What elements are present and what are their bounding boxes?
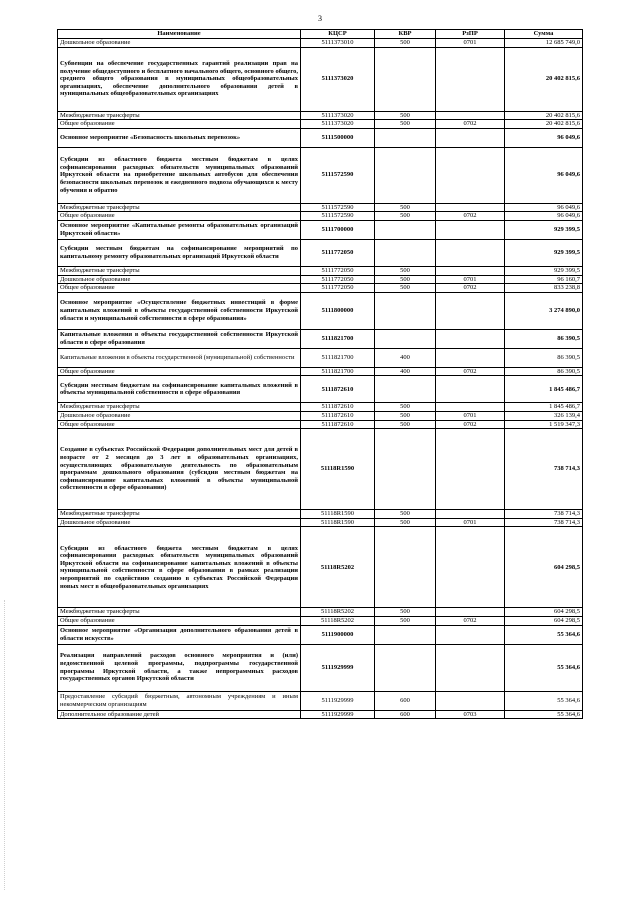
header-code: КЦСР [301, 30, 375, 39]
row-sum-cell: 20 402 815,6 [505, 120, 583, 129]
table-row [58, 266, 583, 275]
row-code-cell: 51118R1590 [301, 429, 375, 510]
table-row [58, 616, 583, 625]
row-name-cell: Основное мероприятие «Организация дополнительного образования детей в области искусств» [58, 625, 301, 644]
row-code-cell: 5111373020 [301, 111, 375, 120]
row-rzpr-cell: 0702 [436, 212, 505, 221]
row-code-cell: 5111572590 [301, 212, 375, 221]
row-sum-cell: 20 402 815,6 [505, 111, 583, 120]
row-name-cell: Субсидии местным бюджетам на софинансирование капитальных вложений в объекты муниципальной собственности в сфере образования [58, 376, 301, 403]
row-sum-cell: 86 390,5 [505, 329, 583, 348]
row-code-cell: 5111900000 [301, 625, 375, 644]
row-rzpr-cell [436, 266, 505, 275]
row-sum-cell: 86 390,5 [505, 348, 583, 367]
row-name-cell: Основное мероприятие «Капитальные ремонты образовательных организаций Иркутской области» [58, 220, 301, 239]
budget-table [57, 29, 583, 719]
row-code-cell: 5111821700 [301, 348, 375, 367]
row-code-cell: 5111821700 [301, 367, 375, 376]
row-kvr-cell: 500 [375, 608, 436, 617]
row-rzpr-cell: 0701 [436, 518, 505, 527]
table-row [58, 348, 583, 367]
row-kvr-cell [375, 376, 436, 403]
row-name-cell: Дополнительное образование детей [58, 710, 301, 719]
row-rzpr-cell [436, 644, 505, 691]
row-sum-cell: 1 845 486,7 [505, 403, 583, 412]
row-rzpr-cell [436, 403, 505, 412]
row-code-cell: 5111572590 [301, 203, 375, 212]
row-name-cell: Общее образование [58, 420, 301, 429]
table-row [58, 518, 583, 527]
row-name-cell: Субсидии местным бюджетам на софинансирование мероприятий по капитальному ремонту образовательных организаций Иркутской области [58, 239, 301, 266]
table-row [58, 128, 583, 147]
row-code-cell: 51118R5202 [301, 527, 375, 608]
table-row [58, 203, 583, 212]
row-name-cell: Предоставление субсидий бюджетным, автономным учреждениям и иным некоммерческим организациям [58, 691, 301, 710]
table-row [58, 625, 583, 644]
row-kvr-cell: 500 [375, 39, 436, 48]
row-name-cell: Создание в субъектах Российской Федерации дополнительных мест для детей в возрасте от 2 месяцев до 3 лет в образовательных организациях, осуществляющих образовательную деятельность по образовательным программам дошкольного образования (субсидии местным бюджетам на софинансирование капитальных вложений в объекты муниципальной собственности в сфере образования) [58, 429, 301, 510]
table-row [58, 691, 583, 710]
row-name-cell: Межбюджетные трансферты [58, 111, 301, 120]
table-row [58, 147, 583, 203]
row-sum-cell: 96 049,6 [505, 203, 583, 212]
row-rzpr-cell [436, 625, 505, 644]
table-row [58, 111, 583, 120]
row-kvr-cell: 500 [375, 518, 436, 527]
row-sum-cell: 929 399,5 [505, 220, 583, 239]
row-kvr-cell: 600 [375, 691, 436, 710]
row-rzpr-cell: 0701 [436, 275, 505, 284]
row-sum-cell: 604 298,5 [505, 608, 583, 617]
row-rzpr-cell: 0701 [436, 411, 505, 420]
table-row [58, 710, 583, 719]
row-kvr-cell: 500 [375, 616, 436, 625]
header-name: Наименование [58, 30, 301, 39]
row-rzpr-cell [436, 147, 505, 203]
row-kvr-cell [375, 147, 436, 203]
row-rzpr-cell [436, 691, 505, 710]
row-kvr-cell [375, 625, 436, 644]
row-kvr-cell: 500 [375, 266, 436, 275]
row-kvr-cell [375, 128, 436, 147]
row-rzpr-cell [436, 376, 505, 403]
row-name-cell: Общее образование [58, 616, 301, 625]
row-kvr-cell: 500 [375, 411, 436, 420]
table-row [58, 376, 583, 403]
row-sum-cell: 96 049,6 [505, 147, 583, 203]
table-row [58, 403, 583, 412]
row-rzpr-cell: 0701 [436, 39, 505, 48]
row-name-cell: Общее образование [58, 120, 301, 129]
row-rzpr-cell [436, 329, 505, 348]
row-rzpr-cell [436, 239, 505, 266]
row-rzpr-cell [436, 527, 505, 608]
row-code-cell: 5111872610 [301, 403, 375, 412]
row-kvr-cell: 500 [375, 120, 436, 129]
row-name-cell: Межбюджетные трансферты [58, 608, 301, 617]
row-rzpr-cell [436, 203, 505, 212]
row-code-cell: 5111772050 [301, 239, 375, 266]
row-kvr-cell: 400 [375, 348, 436, 367]
row-kvr-cell [375, 47, 436, 111]
row-sum-cell: 929 399,5 [505, 266, 583, 275]
row-name-cell: Реализация направлений расходов основного мероприятия и (или) ведомственной целевой программы, подпрограммы государственной программы Иркутской области, а также непрограммных расходов государственных органов Иркутской области [58, 644, 301, 691]
row-name-cell: Основное мероприятие «Безопасность школьных перевозок» [58, 128, 301, 147]
row-rzpr-cell: 0702 [436, 367, 505, 376]
row-sum-cell: 604 298,5 [505, 527, 583, 608]
row-sum-cell: 738 714,3 [505, 518, 583, 527]
row-kvr-cell [375, 220, 436, 239]
row-sum-cell: 55 364,6 [505, 625, 583, 644]
table-row [58, 329, 583, 348]
table-row [58, 429, 583, 510]
row-code-cell: 5111929999 [301, 691, 375, 710]
row-code-cell: 51118R1590 [301, 518, 375, 527]
row-kvr-cell: 600 [375, 710, 436, 719]
row-kvr-cell [375, 429, 436, 510]
table-row [58, 510, 583, 519]
row-sum-cell: 929 399,5 [505, 239, 583, 266]
table-row [58, 275, 583, 284]
row-name-cell: Субсидии из областного бюджета местным бюджетам в целях софинансирования расходных обязательств муниципальных образований Иркутской области на приобретение школьных автобусов для обеспечения безопасности школьных перевозок и ежедневного подвоза обучающихся к месту обучения и обратно [58, 147, 301, 203]
row-name-cell: Капитальные вложения в объекты государственной собственности Иркутской области в сфере образования [58, 329, 301, 348]
row-code-cell: 5111700000 [301, 220, 375, 239]
row-code-cell: 5111772050 [301, 284, 375, 293]
table-header-row [58, 30, 583, 39]
table-row [58, 411, 583, 420]
row-code-cell: 5111373010 [301, 39, 375, 48]
table-row [58, 644, 583, 691]
row-rzpr-cell [436, 292, 505, 329]
row-name-cell: Субвенции на обеспечение государственных гарантий реализации прав на получение общедоступного и бесплатного начального общего, основного общего, среднего общего образования в муниципальных общеобразовательных организациях, обеспечение дополнительного образования детей в муниципальных общеобразовательных организациях [58, 47, 301, 111]
row-kvr-cell: 500 [375, 212, 436, 221]
row-code-cell: 5111800000 [301, 292, 375, 329]
row-rzpr-cell [436, 608, 505, 617]
row-name-cell: Общее образование [58, 212, 301, 221]
row-name-cell: Межбюджетные трансферты [58, 266, 301, 275]
row-sum-cell: 326 139,4 [505, 411, 583, 420]
row-kvr-cell [375, 644, 436, 691]
table-row [58, 239, 583, 266]
row-rzpr-cell: 0702 [436, 616, 505, 625]
row-name-cell: Дошкольное образование [58, 411, 301, 420]
row-rzpr-cell: 0702 [436, 120, 505, 129]
row-code-cell: 5111500000 [301, 128, 375, 147]
row-name-cell: Дошкольное образование [58, 275, 301, 284]
row-code-cell: 5111373020 [301, 47, 375, 111]
header-sum: Сумма [505, 30, 583, 39]
table-row [58, 527, 583, 608]
row-name-cell: Капитальные вложения в объекты государственной (муниципальной) собственности [58, 348, 301, 367]
row-rzpr-cell [436, 111, 505, 120]
row-name-cell: Межбюджетные трансферты [58, 403, 301, 412]
header-rzpr: РзПР [436, 30, 505, 39]
row-rzpr-cell [436, 47, 505, 111]
row-sum-cell: 1 519 347,3 [505, 420, 583, 429]
table-row [58, 220, 583, 239]
row-sum-cell: 96 160,7 [505, 275, 583, 284]
row-sum-cell: 96 049,6 [505, 128, 583, 147]
row-sum-cell: 96 049,6 [505, 212, 583, 221]
row-rzpr-cell [436, 510, 505, 519]
table-row [58, 47, 583, 111]
row-sum-cell: 604 298,5 [505, 616, 583, 625]
table-row [58, 284, 583, 293]
row-sum-cell: 833 238,8 [505, 284, 583, 293]
table-row [58, 367, 583, 376]
row-name-cell: Межбюджетные трансферты [58, 510, 301, 519]
row-sum-cell: 55 364,6 [505, 691, 583, 710]
table-row [58, 608, 583, 617]
row-rzpr-cell: 0703 [436, 710, 505, 719]
row-rzpr-cell: 0702 [436, 284, 505, 293]
table-row [58, 212, 583, 221]
table-row [58, 292, 583, 329]
row-kvr-cell: 500 [375, 203, 436, 212]
row-kvr-cell: 500 [375, 284, 436, 293]
row-kvr-cell: 500 [375, 275, 436, 284]
scan-margin-marks [4, 600, 9, 890]
row-rzpr-cell [436, 220, 505, 239]
row-sum-cell: 86 390,5 [505, 367, 583, 376]
row-kvr-cell: 500 [375, 111, 436, 120]
table-row [58, 39, 583, 48]
row-sum-cell: 55 364,6 [505, 710, 583, 719]
row-sum-cell: 738 714,3 [505, 510, 583, 519]
row-code-cell: 5111929999 [301, 710, 375, 719]
row-code-cell: 51118R5202 [301, 608, 375, 617]
row-name-cell: Основное мероприятие «Осуществление бюджетных инвестиций в форме капитальных вложений в объекты государственной собственности Иркутской области и муниципальной собственности в сфере образования» [58, 292, 301, 329]
row-sum-cell: 20 402 815,6 [505, 47, 583, 111]
row-code-cell: 5111821700 [301, 329, 375, 348]
row-sum-cell: 1 845 486,7 [505, 376, 583, 403]
row-code-cell: 51118R5202 [301, 616, 375, 625]
row-kvr-cell [375, 329, 436, 348]
row-kvr-cell [375, 527, 436, 608]
row-name-cell: Дошкольное образование [58, 518, 301, 527]
row-name-cell: Общее образование [58, 284, 301, 293]
row-name-cell: Межбюджетные трансферты [58, 203, 301, 212]
row-sum-cell: 738 714,3 [505, 429, 583, 510]
row-rzpr-cell: 0702 [436, 420, 505, 429]
row-kvr-cell [375, 239, 436, 266]
header-kvr: КВР [375, 30, 436, 39]
row-kvr-cell: 500 [375, 510, 436, 519]
row-rzpr-cell [436, 128, 505, 147]
row-kvr-cell: 400 [375, 367, 436, 376]
row-code-cell: 5111572590 [301, 147, 375, 203]
table-row [58, 420, 583, 429]
row-code-cell: 5111872610 [301, 411, 375, 420]
row-kvr-cell: 500 [375, 403, 436, 412]
row-code-cell: 5111373020 [301, 120, 375, 129]
row-code-cell: 5111929999 [301, 644, 375, 691]
row-code-cell: 5111772050 [301, 266, 375, 275]
row-kvr-cell: 500 [375, 420, 436, 429]
row-code-cell: 51118R1590 [301, 510, 375, 519]
row-name-cell: Субсидии из областного бюджета местным бюджетам в целях софинансирования расходных обязательств муниципальных образований Иркутской области на софинансирование капитальных вложений в объекты муниципальной собственности в сфере образования в рамках реализации мероприятий по содействию созданию в субъектах Российской Федерации новых мест в общеобразовательных организациях [58, 527, 301, 608]
table-row [58, 120, 583, 129]
table-body [58, 39, 583, 719]
row-rzpr-cell [436, 429, 505, 510]
page-number: 3 [318, 14, 322, 23]
row-code-cell: 5111772050 [301, 275, 375, 284]
row-sum-cell: 3 274 890,0 [505, 292, 583, 329]
row-kvr-cell [375, 292, 436, 329]
row-rzpr-cell [436, 348, 505, 367]
row-name-cell: Дошкольное образование [58, 39, 301, 48]
row-code-cell: 5111872610 [301, 376, 375, 403]
row-sum-cell: 55 364,6 [505, 644, 583, 691]
row-sum-cell: 12 685 749,0 [505, 39, 583, 48]
row-name-cell: Общее образование [58, 367, 301, 376]
row-code-cell: 5111872610 [301, 420, 375, 429]
